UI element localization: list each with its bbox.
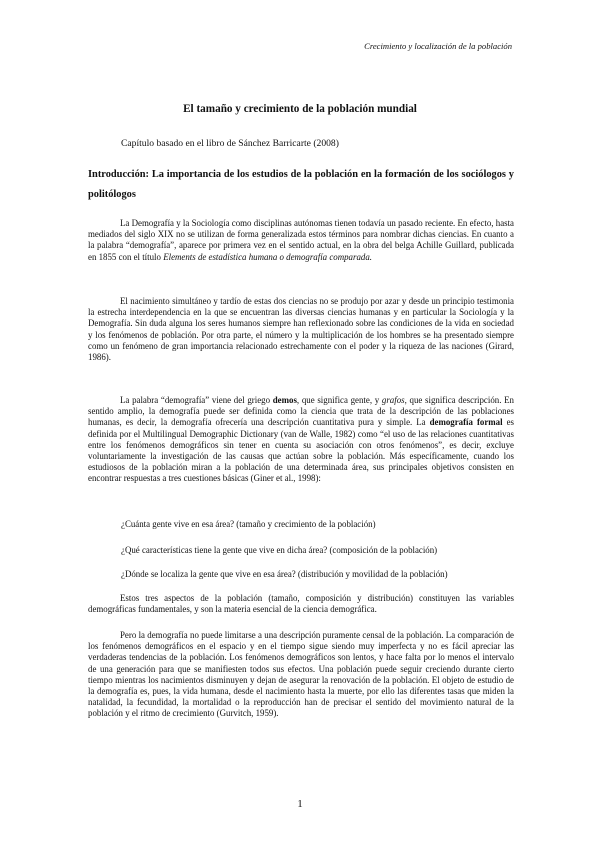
- paragraph-3-text-a: La palabra “demografía” viene del griego: [120, 395, 273, 405]
- question-1: ¿Cuánta gente vive en esa área? (tamaño y crecimiento de la población): [121, 519, 376, 529]
- question-3: ¿Dónde se localiza la gente que vive en esa área? (distribución y movilidad de la población): [121, 569, 448, 579]
- section-heading: Introducción: La importancia de los estudios de la población en la formación de los sociólogos y politólogos: [88, 169, 514, 200]
- term-grafos: grafos: [381, 395, 405, 405]
- term-demografia-formal: demografía formal: [429, 417, 503, 428]
- paragraph-3: [88, 395, 514, 485]
- paragraph-3-text-e: , que significa descripción. En sentido amplio, la demografía puede ser definida como la ciencia que trata de la descripción de las poblaciones humanas, es decir, la demografía ofrecería una descripción cuantitativa pura y simple. La: [88, 395, 514, 428]
- page-number: 1: [297, 798, 303, 810]
- question-2: ¿Qué características tiene la gente que vive en dicha área? (composición de la población): [121, 545, 438, 555]
- document-subtitle: Capítulo basado en el libro de Sánchez Barricarte (2008): [121, 138, 339, 149]
- paragraph-1-text: La Demografía y la Sociología como disciplinas autónomas tienen todavía un pasado reciente. En efecto, hasta mediados del siglo XIX no se utilizan de forma generalizada estos términos para nombrar dichas ciencias. En cuanto a la palabra “demografía”, aparece por primera vez en el sentido actual, en la obra del belga Achille Guillard, publicada en 1855 con el título: [88, 218, 514, 262]
- term-demos: demos: [272, 395, 297, 405]
- paragraph-3-text-c: , que significa gente, y: [296, 395, 382, 405]
- document-title: El tamaño y crecimiento de la población mundial: [183, 103, 417, 115]
- paragraph-5: Pero la demografía no puede limitarse a una descripción puramente censal de la población. La comparación de los fenómenos demográficos en el espacio y en el tiempo sigue siendo muy imperfecta y no es fácil apreciar las verdaderas tendencias de la población. Los fenómenos demográficos son lentos, y hace falta por lo menos el intervalo de una generación para que se manifiesten todos sus efectos. Una población puede seguir creciendo durante cierto tiempo mientras los nacimientos disminuyen y dejan de asegurar la renovación de la población. El objeto de estudio de la demografía es, pues, la vida humana, desde el nacimiento hasta la muerte, por ello las diferentes tasas que miden la natalidad, la fecundidad, la mortalidad o la reproducción han de precisar el sentido del movimiento natural de la población y el ritmo de crecimiento (Gurvitch, 1959).: [88, 630, 514, 719]
- paragraph-4: Estos tres aspectos de la población (tamaño, composición y distribución) constituyen las variables demográficas fundamentales, y son la materia esencial de la ciencia demográfica.: [88, 593, 514, 615]
- book-title-italic: Elements de estadística humana o demografía comparada.: [163, 251, 372, 262]
- paragraph-1: [88, 218, 514, 263]
- running-header: Crecimiento y localización de la población: [364, 41, 512, 51]
- paragraph-2: El nacimiento simultáneo y tardío de estas dos ciencias no se produjo por azar y desde un principio testimonia la estrecha interdependencia en la que se encuentran las diversas ciencias humanas y en particular la Sociología y la Demografía. Sin duda alguna los seres humanos siempre han reflexionado sobre las condiciones de la vida en sociedad y los fenómenos de población. Por otra parte, el número y la multiplicación de los hombres se ha presentado siempre como un fenómeno de gran importancia relacionado estrechamente con el poder y la riqueza de las naciones (Girard, 1986).: [88, 296, 514, 363]
- paragraph-3-text-g: es definida por el Multilingual Demographic Dictionary (van de Walle, 1982) como “el uso de las relaciones cuantitativas entre los fenómenos demográficos sin tener en cuenta su asociación con otros fenómenos”, es decir, excluye voluntariamente la investigación de las causas que actúan sobre la población. Más específicamente, cuando los estudiosos de la población miran a la población de una determinada área, sus principales objetivos consisten en encontrar respuestas a tres cuestiones básicas (Giner et al., 1998):: [88, 417, 514, 484]
